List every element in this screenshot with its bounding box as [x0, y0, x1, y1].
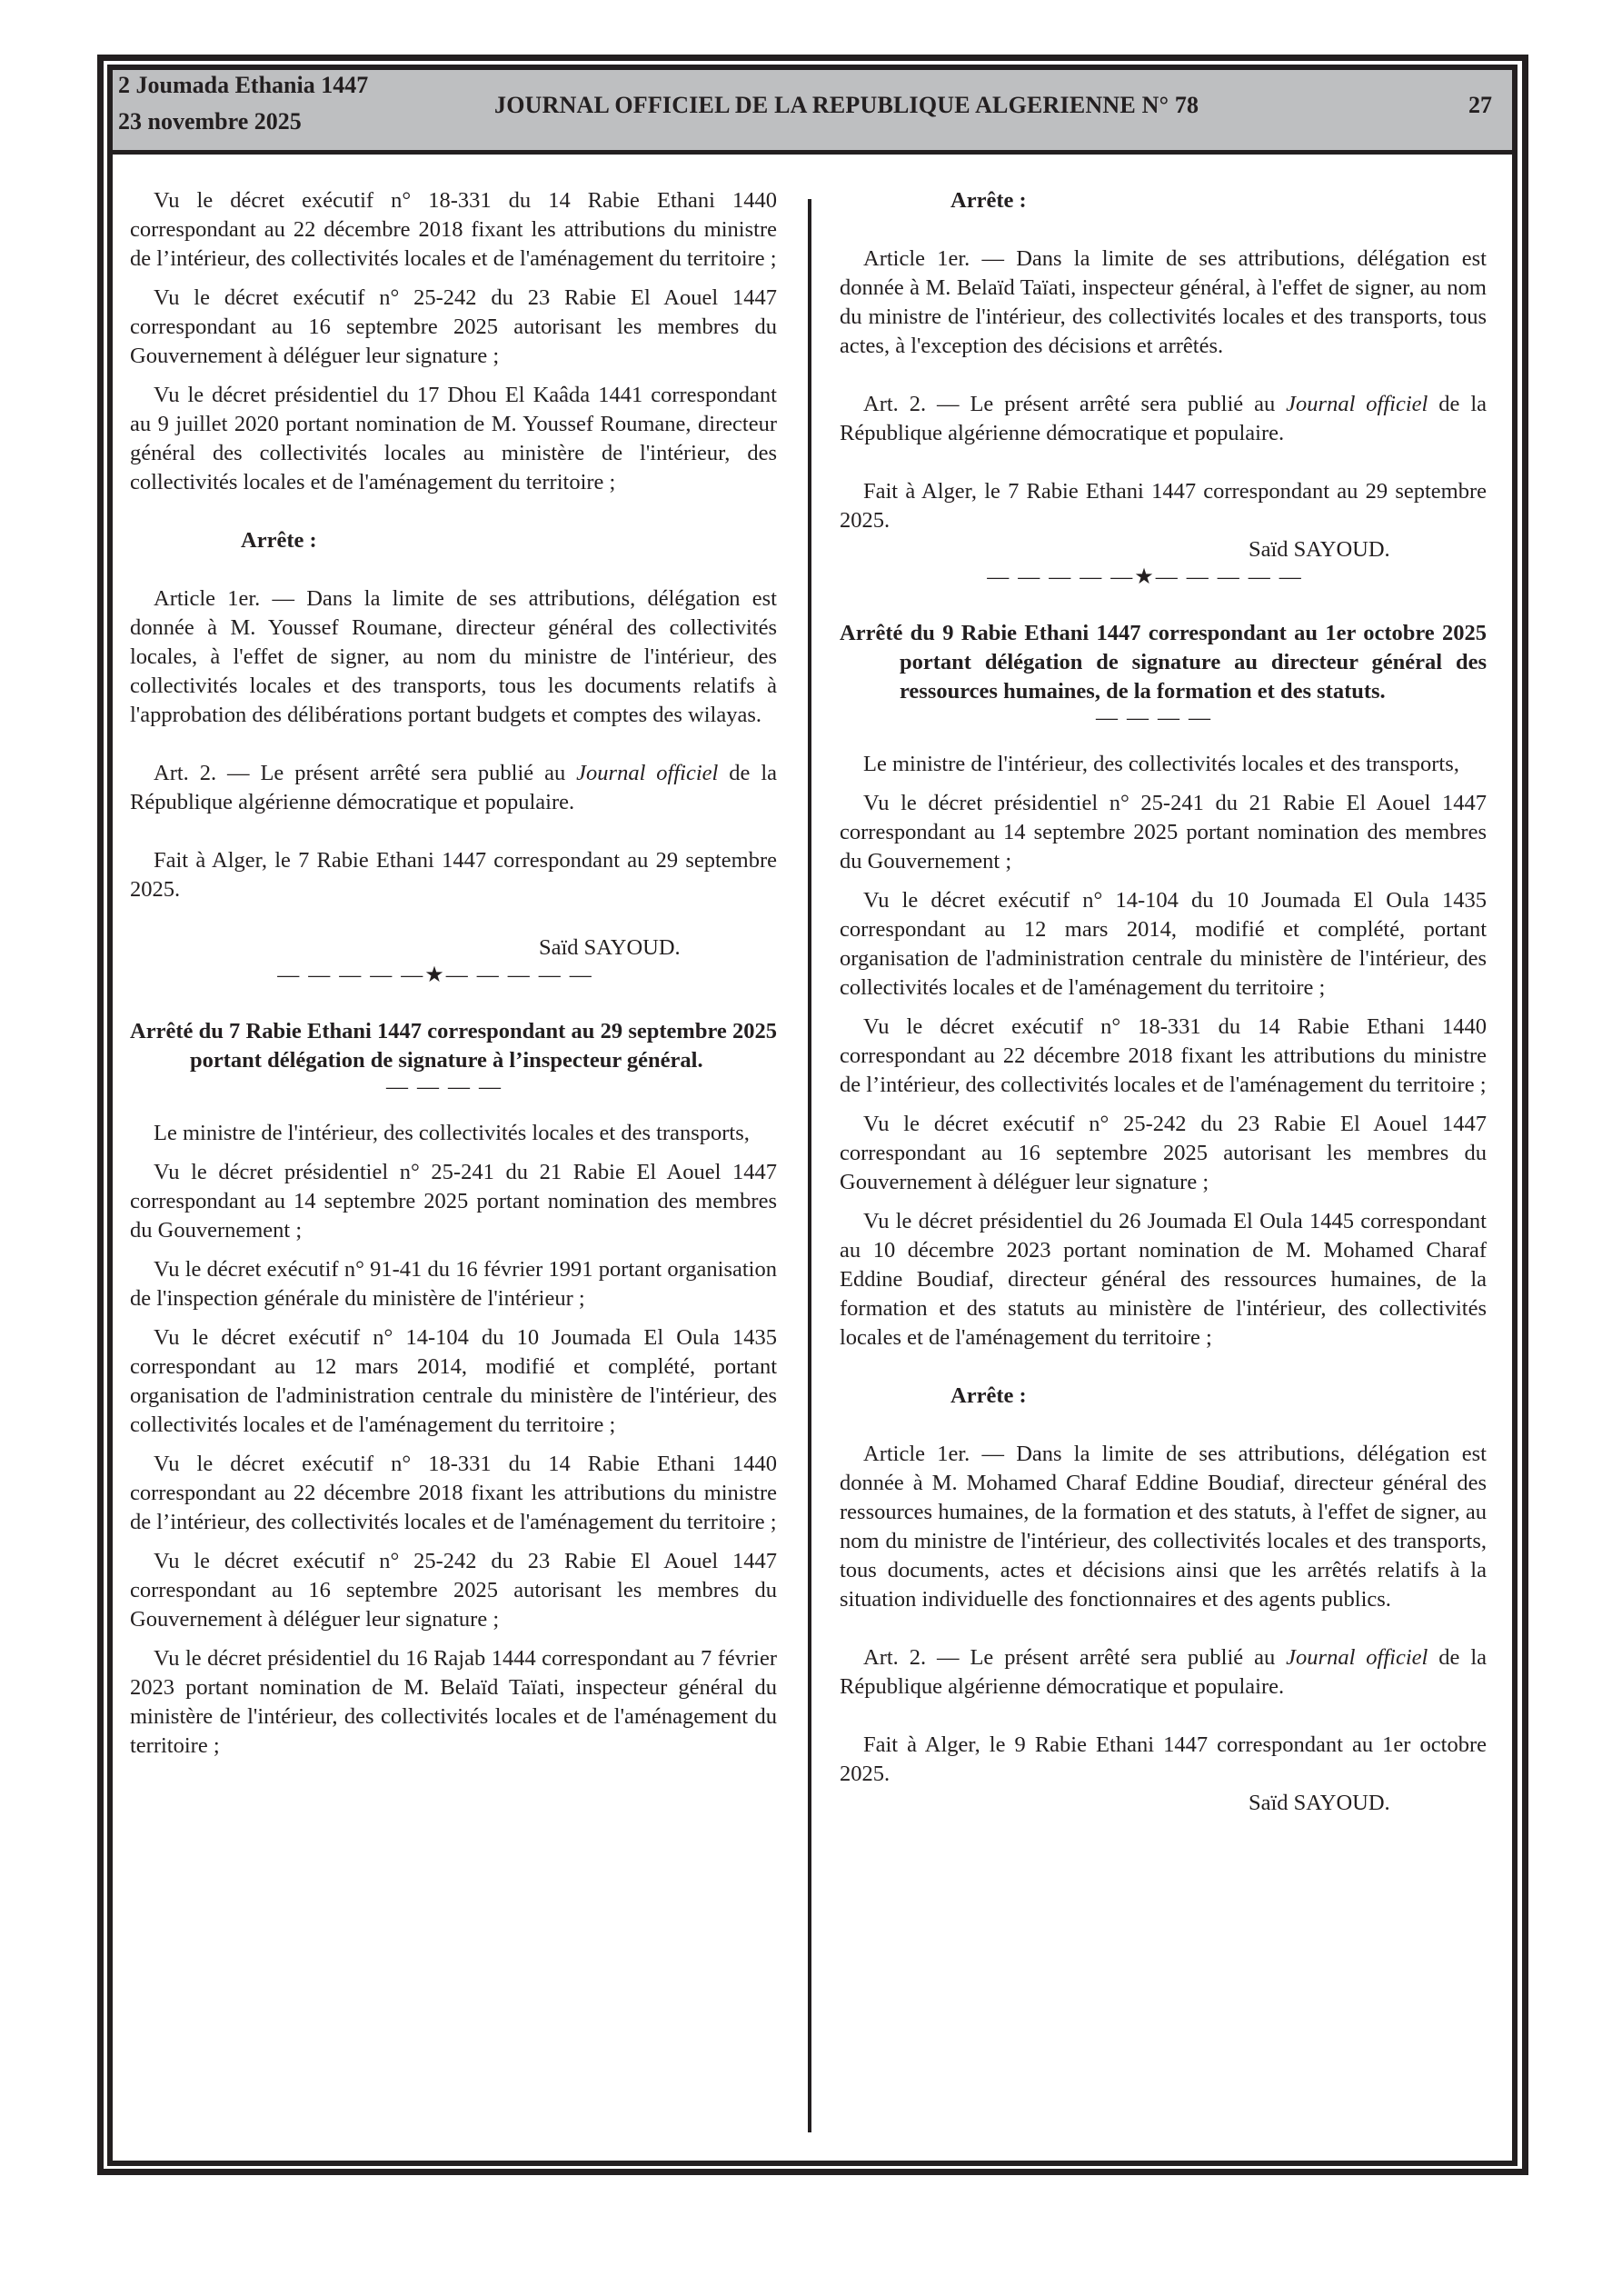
visa-paragraph: Vu le décret présidentiel du 16 Rajab 1444 correspondant au 7 février 2023 portant nomination de M. Belaïd Taïati, inspecteur général du ministère de l'intérieur, des collectivités locales et de l'aménagement du territoire ;	[130, 1646, 777, 1758]
article-2-text: Art. 2. — Le présent arrêté sera publié au	[863, 1645, 1287, 1670]
preamble: Le ministre de l'intérieur, des collectivités locales et des transports,	[863, 752, 1459, 776]
gregorian-date: 23 novembre 2025	[118, 108, 302, 135]
article-2-text-end: de la République algérienne démocratique et populaire.	[130, 761, 778, 814]
page-header	[113, 70, 1512, 155]
visa-paragraph: Vu le décret exécutif n° 25-242 du 23 Rabie El Aouel 1447 correspondant au 16 septembre 2025 autorisant les membres du Gouvernement à déléguer leur signature ;	[840, 1112, 1487, 1194]
column-divider	[808, 199, 811, 2132]
article-1: Article 1er. — Dans la limite de ses attributions, délégation est donnée à M. Youssef Roumane, directeur général des collectivités locales, à l'effet de signer, au nom du ministre de l'intérieur, des collectivités locales et des transports, tous les documents relatifs à l'approbation des délibérations portant budgets et comptes des wilayas.	[130, 586, 777, 727]
preamble: Le ministre de l'intérieur, des collectivités locales et des transports,	[154, 1121, 750, 1145]
hijri-date: 2 Joumada Ethania 1447	[118, 72, 369, 98]
journal-title: JOURNAL OFFICIEL DE LA REPUBLIQUE ALGERIENNE N° 78	[494, 92, 1199, 118]
article-2	[840, 1643, 1487, 1702]
star-icon: — — — — —★— — — — —	[987, 565, 1303, 589]
article-2-text-end: de la République algérienne démocratique et populaire.	[840, 392, 1488, 445]
dash-separator: — — — —	[386, 1075, 503, 1099]
star-separator	[840, 564, 1487, 590]
fait-a-alger: Fait à Alger, le 7 Rabie Ethani 1447 correspondant au 29 septembre 2025.	[840, 479, 1487, 533]
star-icon: — — — — —★— — — — —	[277, 963, 593, 987]
left-column	[130, 186, 777, 1761]
visa-paragraph: Vu le décret exécutif n° 91-41 du 16 février 1991 portant organisation de l'inspection générale du ministère de l'intérieur ;	[130, 1257, 777, 1311]
visa-paragraph: Vu le décret présidentiel du 26 Joumada El Oula 1445 correspondant au 10 décembre 2023 portant nomination de M. Mohamed Charaf Eddine Boudiaf, directeur général des ressources humaines, de la formation et des statuts au ministère de l'intérieur, des collectivités locales et de l'aménagement du territoire ;	[840, 1209, 1487, 1350]
visa-paragraph: Vu le décret exécutif n° 18-331 du 14 Rabie Ethani 1440 correspondant au 22 décembre 2018 fixant les attributions du ministre de l’intérieur, des collectivités locales et de l'aménagement du territoire ;	[130, 188, 777, 271]
article-2-text: Art. 2. — Le présent arrêté sera publié au	[863, 392, 1287, 416]
visa-paragraph: Vu le décret présidentiel n° 25-241 du 21 Rabie El Aouel 1447 correspondant au 14 septembre 2025 portant nomination des membres du Gouvernement ;	[840, 791, 1487, 873]
article-2	[840, 390, 1487, 448]
visa-paragraph: Vu le décret présidentiel du 17 Dhou El Kaâda 1441 correspondant au 9 juillet 2020 portant nomination de M. Youssef Roumane, directeur général des collectivités locales au ministère de l'intérieur, des collectivités locales et de l'aménagement du territoire ;	[130, 383, 777, 494]
visa-paragraph: Vu le décret exécutif n° 18-331 du 14 Rabie Ethani 1440 correspondant au 22 décembre 2018 fixant les attributions du ministre de l’intérieur, des collectivités locales et de l'aménagement du territoire ;	[130, 1452, 777, 1534]
journal-officiel-italic: Journal officiel	[576, 761, 719, 785]
signature: Saïd SAYOUD.	[539, 935, 681, 960]
article-1: Article 1er. — Dans la limite de ses attributions, délégation est donnée à M. Mohamed Charaf Eddine Boudiaf, directeur général des ressources humaines, de la formation et des statuts, à l'effet de signer, au nom du ministre de l'intérieur, des collectivités locales et des transports, tous documents, actes et décisions ainsi que les arrêtés relatifs à la situation individuelle des fonctionnaires et des agents publics.	[840, 1442, 1487, 1612]
dash-separator: — — — —	[1096, 706, 1212, 730]
visa-paragraph: Vu le décret exécutif n° 25-242 du 23 Rabie El Aouel 1447 correspondant au 16 septembre 2025 autorisant les membres du Gouvernement à déléguer leur signature ;	[130, 285, 777, 368]
arrete-title: Arrêté du 7 Rabie Ethani 1447 correspondant au 29 septembre 2025 portant délégation de signature à l’inspecteur général.	[130, 1019, 777, 1073]
article-2-text: Art. 2. — Le présent arrêté sera publié au	[154, 761, 577, 785]
signature: Saïd SAYOUD.	[1249, 1791, 1390, 1815]
visa-paragraph: Vu le décret exécutif n° 14-104 du 10 Joumada El Oula 1435 correspondant au 12 mars 2014, modifié et complété, portant organisation de l'administration centrale du ministère de l'intérieur, des collectivités locales et de l'aménagement du territoire ;	[130, 1325, 777, 1437]
page-number: 27	[1468, 92, 1492, 118]
fait-a-alger: Fait à Alger, le 9 Rabie Ethani 1447 correspondant au 1er octobre 2025.	[840, 1732, 1487, 1786]
arrete-heading: Arrête :	[950, 1383, 1027, 1408]
fait-a-alger: Fait à Alger, le 7 Rabie Ethani 1447 correspondant au 29 septembre 2025.	[130, 848, 777, 902]
star-separator	[130, 963, 777, 988]
visa-paragraph: Vu le décret présidentiel n° 25-241 du 21 Rabie El Aouel 1447 correspondant au 14 septembre 2025 portant nomination des membres du Gouvernement ;	[130, 1160, 777, 1243]
arrete-heading: Arrête :	[950, 188, 1027, 213]
article-2-text-end: de la République algérienne démocratique et populaire.	[840, 1645, 1488, 1699]
visa-paragraph: Vu le décret exécutif n° 25-242 du 23 Rabie El Aouel 1447 correspondant au 16 septembre 2025 autorisant les membres du Gouvernement à déléguer leur signature ;	[130, 1549, 777, 1632]
right-column	[840, 186, 1487, 1818]
visa-paragraph: Vu le décret exécutif n° 14-104 du 10 Joumada El Oula 1435 correspondant au 12 mars 2014, modifié et complété, portant organisation de l'administration centrale du ministère de l'intérieur, des collectivités locales et de l'aménagement du territoire ;	[840, 888, 1487, 1000]
article-2	[130, 759, 777, 817]
journal-officiel-italic: Journal officiel	[1286, 392, 1428, 416]
article-1: Article 1er. — Dans la limite de ses attributions, délégation est donnée à M. Belaïd Taïati, inspecteur général, à l'effet de signer, au nom du ministre de l'intérieur, des collectivités locales et des transports, tous actes, à l'exception des décisions et arrêtés.	[840, 246, 1487, 358]
journal-officiel-italic: Journal officiel	[1286, 1645, 1428, 1670]
signature: Saïd SAYOUD.	[1249, 537, 1390, 562]
arrete-heading: Arrête :	[241, 528, 317, 553]
arrete-title: Arrêté du 9 Rabie Ethani 1447 correspondant au 1er octobre 2025 portant délégation de signature au directeur général des ressources humaines, de la formation et des statuts.	[840, 621, 1487, 704]
visa-paragraph: Vu le décret exécutif n° 18-331 du 14 Rabie Ethani 1440 correspondant au 22 décembre 2018 fixant les attributions du ministre de l’intérieur, des collectivités locales et de l'aménagement du territoire ;	[840, 1014, 1487, 1097]
